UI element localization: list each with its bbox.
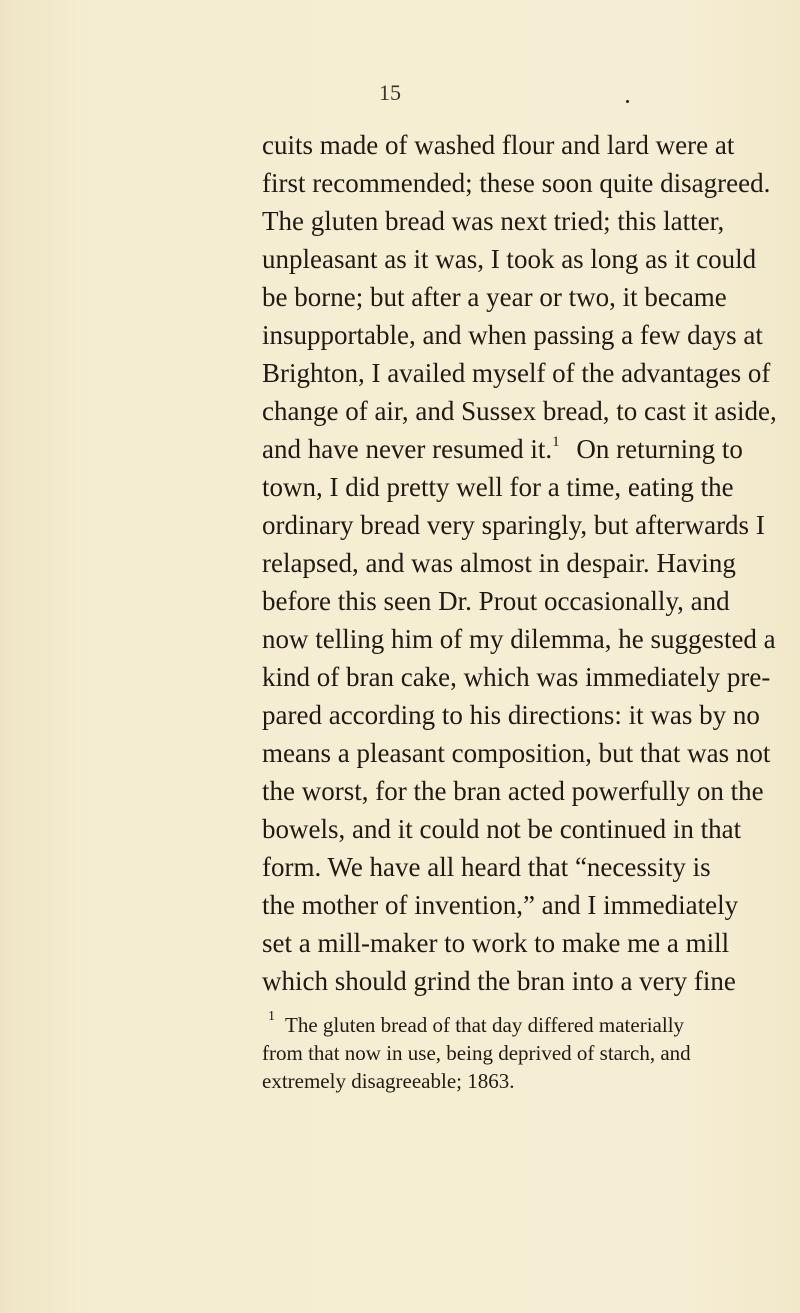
footnote-reference: 1 [552,434,560,450]
text-line: means a pleasant composition, but that was not [262,738,771,768]
text-line: the mother of invention,” and I immediately [262,890,739,920]
text-line: before this seen Dr. Prout occasionally, and [262,586,730,616]
footnote-number: 1 [268,1009,275,1024]
text-line: ordinary bread very sparingly, but afterwards I [262,510,765,540]
text-line: now telling him of my dilemma, he suggested a [262,624,776,654]
text-line: cuits made of washed flour and lard were at [262,130,735,160]
footnote-line: extremely disagreeable; 1863. [262,1069,515,1093]
page-number: 15 [379,80,401,105]
text-line: unpleasant as it was, I took as long as it could [262,244,757,274]
text-line: set a mill-maker to work to make me a mill [262,928,730,958]
text-line: Brighton, I availed myself of the advantages of [262,358,771,388]
text-line: kind of bran cake, which was immediately pre- [262,662,771,692]
text-line: which should grind the bran into a very fine [262,966,736,996]
printing-speck [626,100,629,103]
text-line: the worst, for the bran acted powerfully on the [262,776,764,806]
footnote-line: from that now in use, being deprived of starch, and [262,1041,691,1065]
footnote-line: The gluten bread of that day differed materially [285,1013,685,1037]
text-line: town, I did pretty well for a time, eating the [262,472,734,502]
text-line: be borne; but after a year or two, it became [262,282,727,312]
text-line: first recommended; these soon quite disagreed. [262,168,771,198]
text-segment: and have never resumed it. [262,434,553,464]
text-line: insupportable, and when passing a few days at [262,320,763,350]
text-line [262,432,743,466]
text-segment: On returning to [569,434,743,464]
text-line: bowels, and it could not be continued in that [262,814,742,844]
text-line: form. We have all heard that “necessity is [262,852,711,882]
text-line: The gluten bread was next tried; this latter, [262,206,725,236]
text-line: change of air, and Sussex bread, to cast it aside, [262,396,777,426]
text-line: relapsed, and was almost in despair. Having [262,548,736,578]
text-line: pared according to his directions: it was by no [262,700,760,730]
